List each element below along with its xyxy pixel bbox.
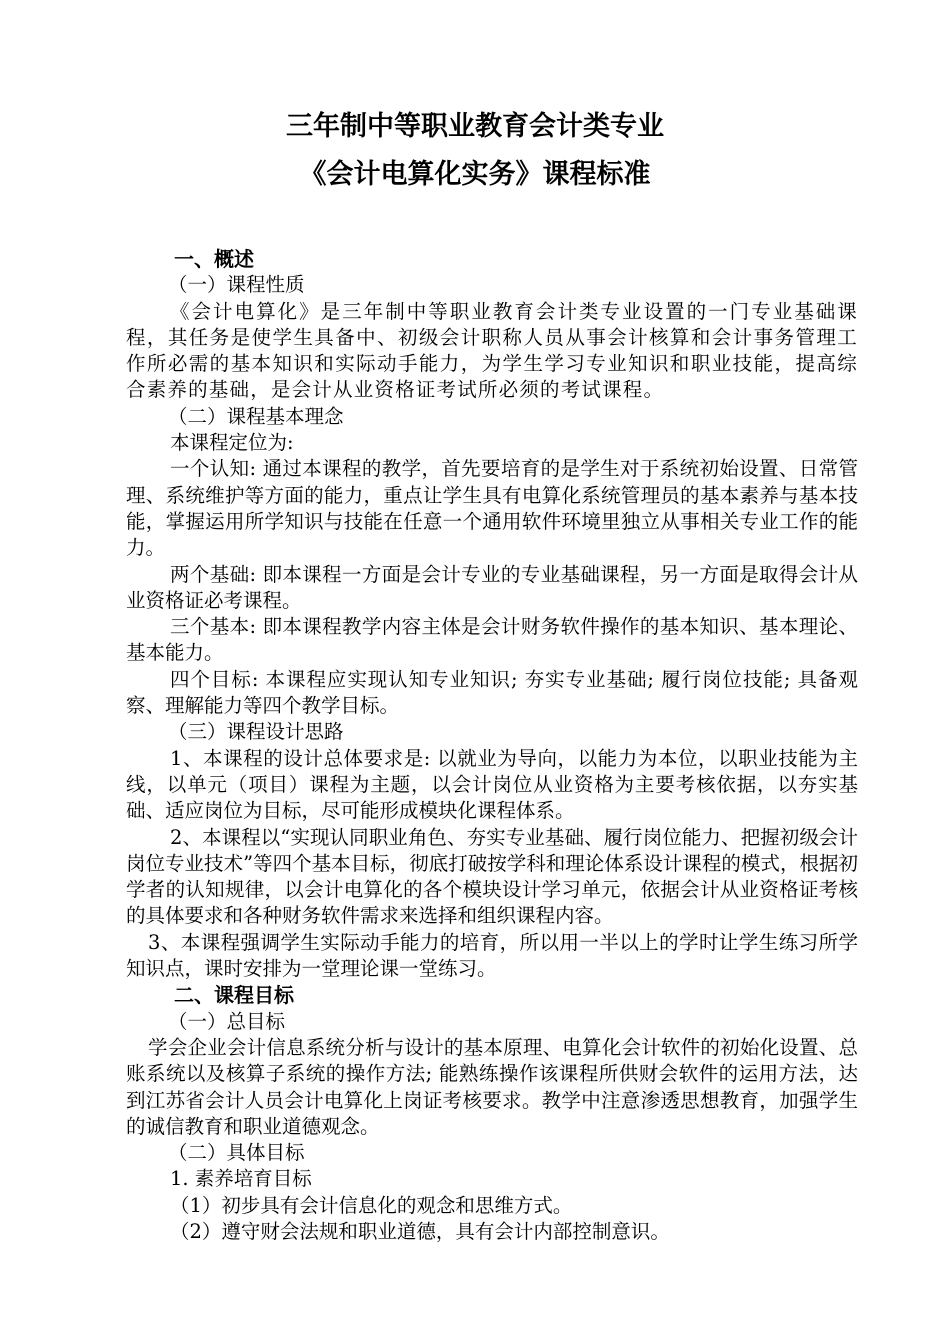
subsection-heading-course-nature: （一）课程性质 xyxy=(168,273,305,297)
list-item-quality-goal-1: （1）初步具有会计信息化的观念和思维方式。 xyxy=(170,1193,573,1217)
document-title-line-1: 三年制中等职业教育会计类专业 xyxy=(286,111,664,142)
paragraph-four-goals: 四个目标: 本课程应实现认知专业知识; 夯实专业基础; 履行岗位技能; 具备观察、理解能力等四个教学目标。 xyxy=(126,667,858,718)
subsection-heading-design-approach: （三）课程设计思路 xyxy=(168,720,344,744)
section-heading-course-goals: 二、课程目标 xyxy=(174,983,294,1008)
section-heading-overview: 一、概述 xyxy=(174,247,254,271)
paragraph-design-2: 2、本课程以“实现认同职业角色、夯实专业基础、履行岗位能力、把握初级会计岗位专业技术”等四个基本目标，彻底打破按学科和理论体系设计课程的模式，根据初学者的认知规律，以会计电算化的各个模块设计学习单元，依据会计从业资格证考核的具体要求和各种财务软件需求来选择和组织课程内容。 xyxy=(126,825,858,928)
paragraph-positioning-intro: 本课程定位为: xyxy=(170,431,294,455)
document-title-line-2: 《会计电算化实务》课程标准 xyxy=(299,159,651,190)
paragraph-course-nature: 《会计电算化》是三年制中等职业教育会计类专业设置的一门专业基础课程，其任务是使学生具备中、初级会计职称人员从事会计核算和会计事务管理工作所必需的基本知识和实际动手能力，为学生学习专业知识和职业技能，提高综合素养的基础，是会计从业资格证考试所必须的考试课程。 xyxy=(126,299,858,402)
paragraph-three-basics: 三个基本: 即本课程教学内容主体是会计财务软件操作的基本知识、基本理论、基本能力。 xyxy=(126,615,858,665)
paragraph-overall-goal: 学会企业会计信息系统分析与设计的基本原理、电算化会计软件的初始化设置、总账系统以及核算子系统的操作方法; 能熟练操作该课程所供财会软件的运用方法，达到江苏省会计人员会计电算化上岗证考核要求。教学中注意渗透思想教育，加强学生的诚信教育和职业道德观念。 xyxy=(126,1035,858,1138)
subsection-heading-basic-concept: （二）课程基本理念 xyxy=(168,404,344,428)
list-item-quality-goal: 1. 素养培育目标 xyxy=(170,1167,312,1191)
paragraph-design-3: 3、本课程强调学生实际动手能力的培育，所以用一半以上的学时让学生练习所学知识点，课时安排为一堂理论课一堂练习。 xyxy=(126,930,858,981)
subsection-heading-specific-goals: （二）具体目标 xyxy=(168,1141,305,1165)
subsection-heading-overall-goal: （一）总目标 xyxy=(168,1009,286,1033)
document-body xyxy=(126,246,858,1245)
paragraph-two-foundations: 两个基础: 即本课程一方面是会计专业的专业基础课程，另一方面是取得会计从业资格证必考课程。 xyxy=(126,562,858,612)
list-item-quality-goal-2: （2）遵守财会法规和职业道德，具有会计内部控制意识。 xyxy=(170,1219,670,1243)
paragraph-design-1: 1、本课程的设计总体要求是: 以就业为导向，以能力为本位，以职业技能为主线，以单元（项目）课程为主题，以会计岗位从业资格为主要考核依据，以夯实基础、适应岗位为目标，尽可能形成模块化课程体系。 xyxy=(126,746,858,823)
paragraph-one-cognition: 一个认知: 通过本课程的教学，首先要培育的是学生对于系统初始设置、日常管理、系统维护等方面的能力，重点让学生具有电算化系统管理员的基本素养与基本技能，掌握运用所学知识与技能在任意一个通用软件环境里独立从事相关专业工作的能力。 xyxy=(126,457,858,560)
